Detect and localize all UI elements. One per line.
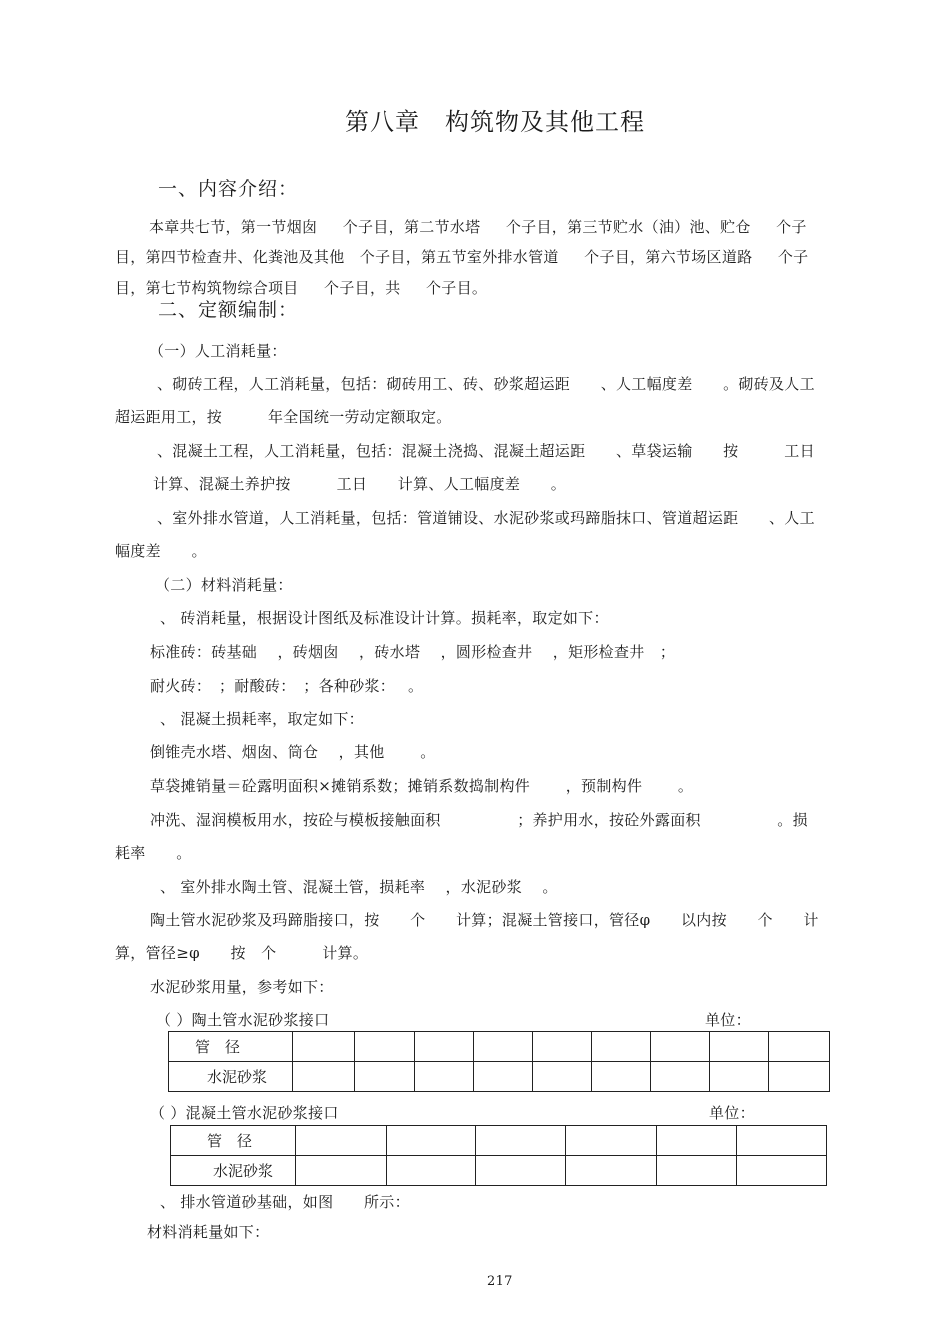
- material-line: 算，管径≥φ 按 个 计算。: [115, 944, 369, 962]
- material-line: 、 混凝土损耗率，取定如下：: [160, 710, 364, 728]
- table-cell: [651, 1032, 710, 1062]
- table-cell: [415, 1062, 474, 1092]
- material-line: 耗率 。: [115, 844, 192, 862]
- intro-line: 目，第四节检查井、化粪池及其他 个子目，第五节室外排水管道 个子目，第六节场区道路 个子: [115, 248, 809, 266]
- table-cell: [355, 1032, 415, 1062]
- page-number: 217: [487, 1274, 513, 1289]
- labor-line: 超运距用工，按 年全国统一劳动定额取定。: [115, 408, 452, 426]
- table-cell: [657, 1126, 737, 1156]
- labor-line: 、混凝土工程，人工消耗量，包括：混凝土浇捣、混凝土超运距 、草袋运输 按 工日: [157, 442, 815, 460]
- table1: [168, 1031, 830, 1092]
- table2-unit-label: 单位：: [709, 1104, 755, 1122]
- table-cell: [355, 1062, 415, 1092]
- table-row: [171, 1156, 827, 1186]
- table-cell: [296, 1126, 387, 1156]
- table-cell: [710, 1032, 769, 1062]
- subsection-heading-material: （二）材料消耗量：: [155, 576, 293, 594]
- material-line: 、 室外排水陶土管、混凝土管，损耗率 ，水泥砂浆 。: [160, 878, 558, 896]
- section-heading-intro: 一、内容介绍：: [158, 178, 299, 200]
- material-line: 标准砖：砖基础 ，砖烟囱 ，砖水塔 ，圆形检查井 ，矩形检查井 ；: [150, 643, 676, 661]
- table-cell: [533, 1062, 592, 1092]
- table-cell: [474, 1062, 533, 1092]
- material-line: 草袋摊销量＝砼露明面积×摊销系数；摊销系数捣制构件 ，预制构件 。: [150, 777, 694, 795]
- table-cell: [476, 1156, 566, 1186]
- table-cell: [657, 1156, 737, 1186]
- table-cell: [592, 1032, 651, 1062]
- table-cell: [474, 1032, 533, 1062]
- material-line: 水泥砂浆用量，参考如下：: [150, 978, 334, 996]
- labor-line: 、室外排水管道，人工消耗量，包括：管道铺设、水泥砂浆或玛蹄脂抹口、管道超运距 、人工: [157, 509, 815, 527]
- table-cell: [592, 1062, 651, 1092]
- table2-caption: （ ）混凝土管水泥砂浆接口: [150, 1104, 339, 1122]
- table2: [170, 1125, 827, 1186]
- material-usage-line: 材料消耗量如下：: [147, 1223, 270, 1241]
- material-line: 陶土管水泥砂浆及玛蹄脂接口，按 个 计算；混凝土管接口，管径φ 以内按 个 计: [150, 911, 819, 929]
- table-cell: [533, 1032, 592, 1062]
- table-row: [169, 1032, 830, 1062]
- table-cell: [293, 1032, 355, 1062]
- table-cell: [566, 1126, 657, 1156]
- table-cell: [566, 1156, 657, 1186]
- table-cell: [296, 1156, 387, 1186]
- intro-line: 目，第七节构筑物综合项目 个子目，共 个子目。: [115, 279, 488, 297]
- table1-unit-label: 单位：: [705, 1011, 751, 1029]
- table-cell: [387, 1156, 476, 1186]
- table-cell: [769, 1032, 830, 1062]
- labor-line: 计算、混凝土养护按 工日 计算、人工幅度差 。: [153, 475, 567, 493]
- sand-foundation-line: 、 排水管道砂基础，如图 所示：: [160, 1193, 410, 1211]
- table-cell: [710, 1062, 769, 1092]
- material-line: 倒锥壳水塔、烟囱、筒仓 ，其他 。: [150, 743, 436, 761]
- subsection-heading-labor: （一）人工消耗量：: [149, 342, 287, 360]
- table1-caption: （ ）陶土管水泥砂浆接口: [156, 1011, 330, 1029]
- labor-line: 幅度差 。: [115, 542, 207, 560]
- table-cell: [476, 1126, 566, 1156]
- table-cell: [737, 1126, 827, 1156]
- table-cell: [293, 1062, 355, 1092]
- row-label-pipe-diameter: 管 径: [171, 1126, 296, 1156]
- chapter-title: 第八章 构筑物及其他工程: [345, 108, 645, 136]
- material-line: 冲洗、湿润模板用水，按砼与模板接触面积 ；养护用水，按砼外露面积 。损: [150, 811, 808, 829]
- intro-line: 本章共七节，第一节烟囱 个子目，第二节水塔 个子目，第三节贮水（油）池、贮仓 个子: [149, 218, 807, 236]
- row-label-cement-mortar: 水泥砂浆: [169, 1062, 293, 1092]
- material-line: 、 砖消耗量，根据设计图纸及标准设计计算。损耗率，取定如下：: [160, 609, 609, 627]
- table-cell: [737, 1156, 827, 1186]
- table-row: [171, 1126, 827, 1156]
- row-label-pipe-diameter: 管 径: [169, 1032, 293, 1062]
- labor-line: 、砌砖工程，人工消耗量，包括：砌砖用工、砖、砂浆超运距 、人工幅度差 。砌砖及人工: [157, 375, 815, 393]
- table-cell: [415, 1032, 474, 1062]
- row-label-cement-mortar: 水泥砂浆: [171, 1156, 296, 1186]
- material-line: 耐火砖： ；耐酸砖： ；各种砂浆： 。: [150, 677, 424, 695]
- table-row: [169, 1062, 830, 1092]
- section-heading-quota: 二、定额编制：: [158, 299, 299, 321]
- table-cell: [769, 1062, 830, 1092]
- table-cell: [387, 1126, 476, 1156]
- table-cell: [651, 1062, 710, 1092]
